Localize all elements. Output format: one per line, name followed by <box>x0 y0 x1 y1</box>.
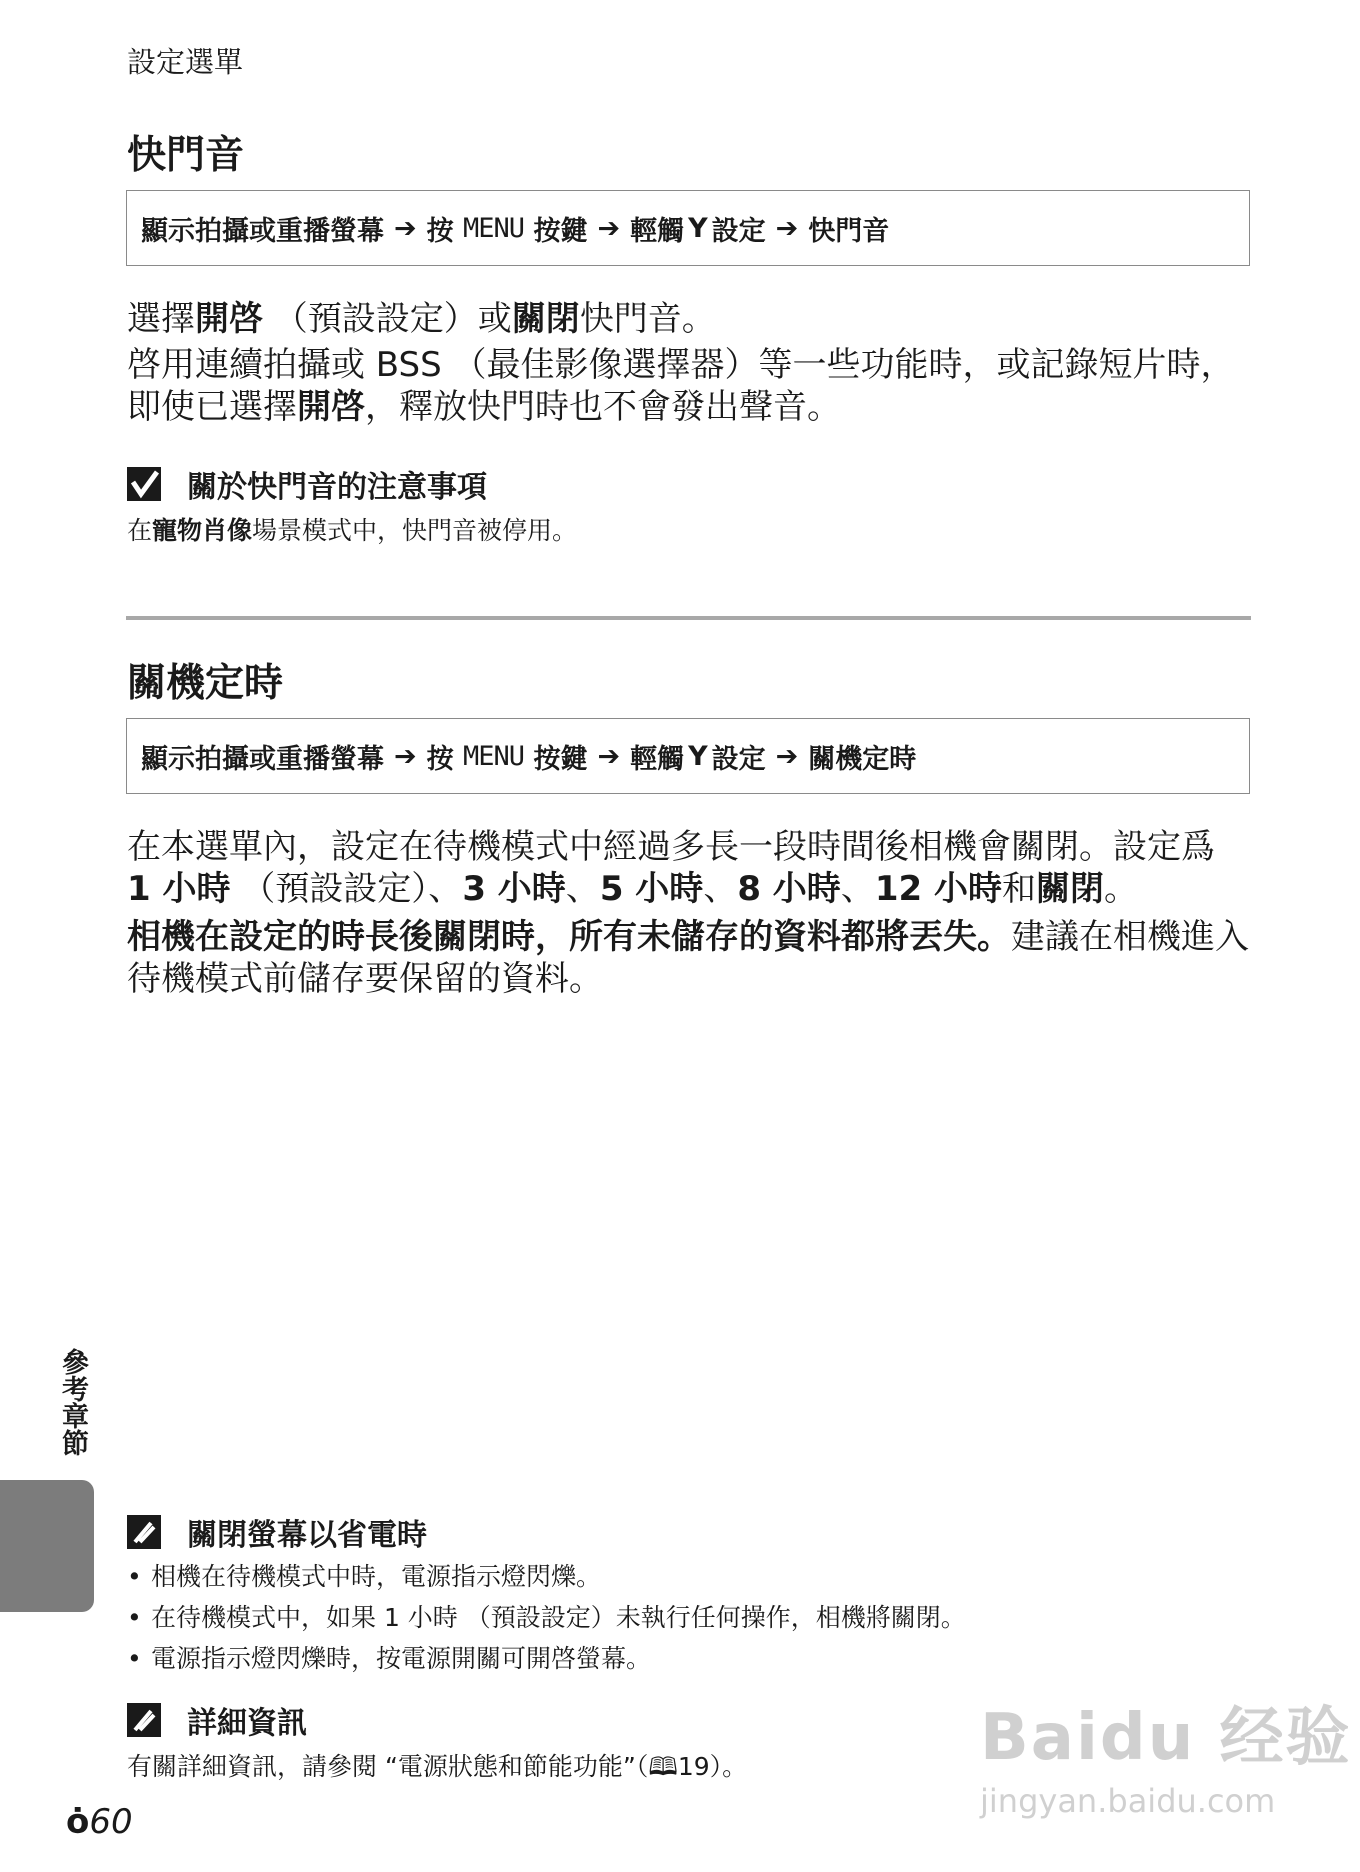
text: （預設設定）、 <box>230 869 463 909</box>
pencil-note-icon <box>127 1703 161 1737</box>
checkmark-icon <box>127 467 161 501</box>
option-3h: 3 小時 <box>462 869 566 909</box>
autooff-title: 關機定時 <box>127 661 284 706</box>
path-button: 按鍵 <box>533 215 588 247</box>
text: 場景模式中，快門音被停用。 <box>252 516 578 545</box>
text: 在本選單內，設定在待機模式中經過多長一段時間後相機會關閉。設定爲 <box>127 827 1215 867</box>
menu-key: MENU <box>463 740 525 772</box>
path-button: 按鍵 <box>533 743 588 775</box>
text: ）。 <box>709 1752 748 1781</box>
option-12h: 12 小時 <box>874 869 1002 909</box>
path-target: 快門音 <box>808 215 890 247</box>
path-press: 按 <box>426 215 454 247</box>
arrow-icon: ➔ <box>775 212 799 244</box>
text: 。 <box>1103 869 1138 909</box>
power-note-title <box>127 1510 427 1554</box>
note-title-text: 關於快門音的注意事項 <box>187 470 487 505</box>
reference-icon: ȯ <box>66 1802 90 1842</box>
note-title-text: 關閉螢幕以省電時 <box>187 1518 427 1553</box>
path-target: 關機定時 <box>808 743 917 775</box>
page-ref: 19 <box>677 1752 710 1781</box>
option-1h: 1 小時 <box>127 869 231 909</box>
arrow-icon: ➔ <box>597 740 621 772</box>
list-item: • 相機在待機模式中時，電源指示燈閃爍。 <box>127 1556 966 1597</box>
warning-bold: 相機在設定的時長後關閉時，所有未儲存的資料都將丟失。 <box>127 917 1011 957</box>
option-on: 開啓 <box>195 299 263 339</box>
note-title-text: 詳細資訊 <box>187 1706 307 1741</box>
page-number <box>66 1802 133 1842</box>
text: （預設設定）或 <box>263 299 512 339</box>
arrow-icon: ➔ <box>394 740 417 772</box>
text: 建議在相機進入待機模式前儲存要保留的資料。 <box>127 917 1249 999</box>
side-tab-label: 參考章節 <box>57 1348 88 1456</box>
path-step1: 顯示拍攝或重播螢幕 <box>141 743 384 775</box>
text: 和 <box>1001 869 1036 909</box>
path-press: 按 <box>426 743 454 775</box>
more-info-title <box>127 1698 307 1742</box>
text: 在 <box>127 516 153 545</box>
path-step1: 顯示拍攝或重播螢幕 <box>141 215 384 247</box>
shutter-description <box>127 298 1257 340</box>
text: 、 <box>565 869 600 909</box>
book-icon: 🕮 <box>648 1752 678 1781</box>
option-off: 關閉 <box>1035 869 1104 909</box>
arrow-icon: ➔ <box>394 212 417 244</box>
shutter-menu-path <box>126 190 1250 266</box>
autooff-menu-path <box>126 718 1250 794</box>
text: ，釋放快門時也不會發出聲音。 <box>365 387 841 427</box>
path-touch: 輕觸 <box>630 215 685 247</box>
more-info-text <box>127 1748 747 1786</box>
text: 有關詳細資訊，請參閱 “電源狀態和節能功能”（ <box>127 1752 649 1781</box>
list-item: • 在待機模式中，如果 1 小時 （預設設定）未執行任何操作，相機將關閉。 <box>127 1597 966 1638</box>
option-on: 開啓 <box>297 387 365 427</box>
path-settings: 設定 <box>711 743 766 775</box>
watermark-url: jingyan.baidu.com <box>980 1782 1276 1820</box>
section-label: 設定選單 <box>127 45 244 79</box>
path-settings: 設定 <box>711 215 766 247</box>
text: 啓用連續拍攝或 BSS （最佳影像選擇器）等一些功能時，或記錄短片時，即使已選擇 <box>127 345 1235 427</box>
watermark-logo: Baidu 经验 <box>980 1701 1352 1775</box>
text: 選擇 <box>127 299 195 339</box>
option-5h: 5 小時 <box>599 869 704 909</box>
autooff-description <box>127 826 1257 910</box>
chapter-tab <box>0 1480 94 1612</box>
menu-key: MENU <box>463 212 525 244</box>
option-off: 關閉 <box>511 299 580 339</box>
section-divider <box>126 616 1251 620</box>
list-item: • 電源指示燈閃爍時，按電源開關可開啓螢幕。 <box>127 1638 966 1679</box>
caution-note-title <box>127 462 487 506</box>
wrench-icon: Y <box>688 212 708 244</box>
arrow-icon: ➔ <box>775 740 799 772</box>
wrench-icon: Y <box>688 740 708 772</box>
arrow-icon: ➔ <box>597 212 621 244</box>
page-number-text: 60 <box>89 1802 133 1842</box>
scene-mode: 寵物肖像 <box>152 516 253 545</box>
shutter-title: 快門音 <box>127 133 245 178</box>
pencil-note-icon <box>127 1515 161 1549</box>
text: 、 <box>703 869 738 909</box>
power-note-list <box>127 1556 966 1679</box>
autooff-warning <box>127 916 1257 1000</box>
text: 、 <box>840 869 875 909</box>
path-touch: 輕觸 <box>630 743 685 775</box>
shutter-note-paragraph <box>127 344 1257 428</box>
option-8h: 8 小時 <box>737 869 841 909</box>
text: 快門音。 <box>579 299 716 339</box>
caution-note-text <box>127 512 577 550</box>
watermark <box>980 1686 1352 1820</box>
